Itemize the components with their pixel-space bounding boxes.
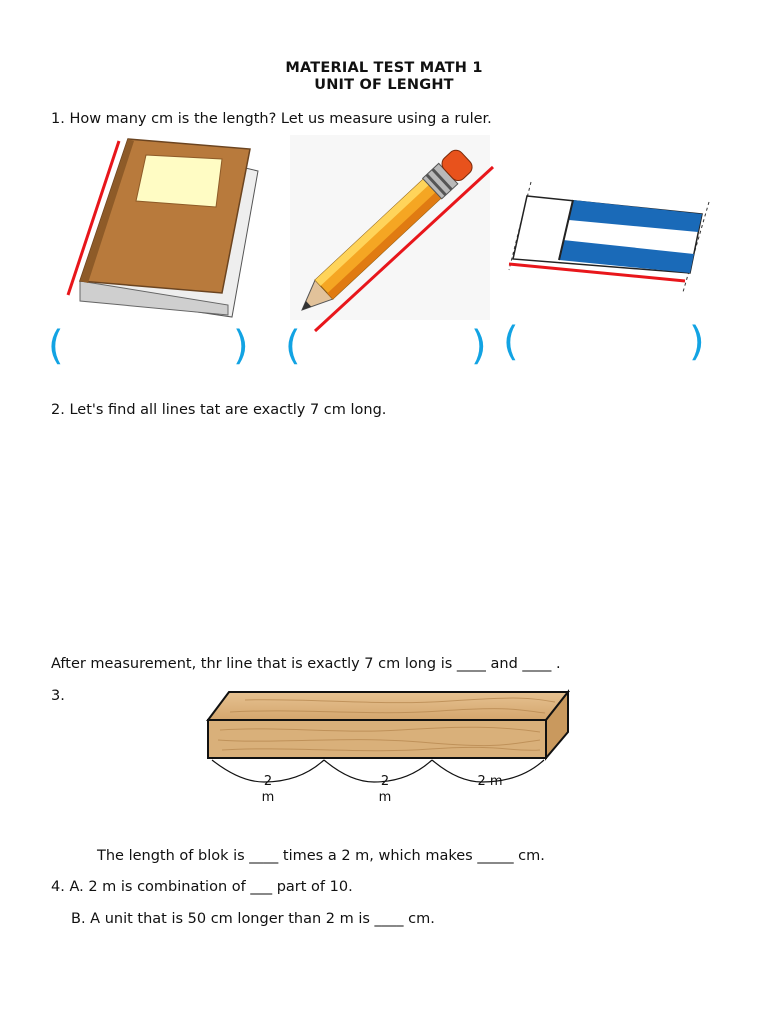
pencil-answer-open: ( (285, 323, 301, 369)
segment-2-label-value: 2 (380, 774, 390, 789)
flag-answer-close: ) (689, 319, 705, 365)
book-illustration (60, 135, 265, 325)
wooden-block-diagram (200, 686, 575, 786)
question-2-conclusion: After measurement, thr line that is exactly 7 cm long is ____ and ____ . (51, 656, 561, 672)
flag-illustration (505, 180, 715, 295)
question-4a: 4. A. 2 m is combination of ___ part of 10. (51, 879, 353, 895)
worksheet-title: MATERIAL TEST MATH 1 (285, 60, 483, 76)
pencil-answer-field[interactable] (303, 332, 463, 366)
segment-2-label-unit: m (378, 790, 392, 805)
book-answer-open: ( (48, 323, 64, 369)
question-1-prompt: 1. How many cm is the length? Let us measure using a ruler. (51, 111, 492, 127)
book-answer-close: ) (233, 323, 249, 369)
question-3-number: 3. (51, 688, 65, 704)
segment-1-label-value: 2 (263, 774, 273, 789)
question-2-prompt: 2. Let's find all lines tat are exactly 7 cm long. (51, 402, 387, 418)
flag-answer-field[interactable] (521, 328, 681, 362)
segment-3-label-value: 2 m (477, 774, 503, 789)
segment-1-label-unit: m (261, 790, 275, 805)
pencil-answer-close: ) (471, 323, 487, 369)
pencil-illustration (290, 135, 500, 335)
question-4b: B. A unit that is 50 cm longer than 2 m is ____ cm. (71, 911, 435, 927)
question-3-statement: The length of blok is ____ times a 2 m, which makes _____ cm. (97, 848, 545, 864)
worksheet-subtitle: UNIT OF LENGHT (314, 77, 454, 93)
flag-answer-open: ( (503, 319, 519, 365)
book-answer-field[interactable] (66, 332, 226, 366)
